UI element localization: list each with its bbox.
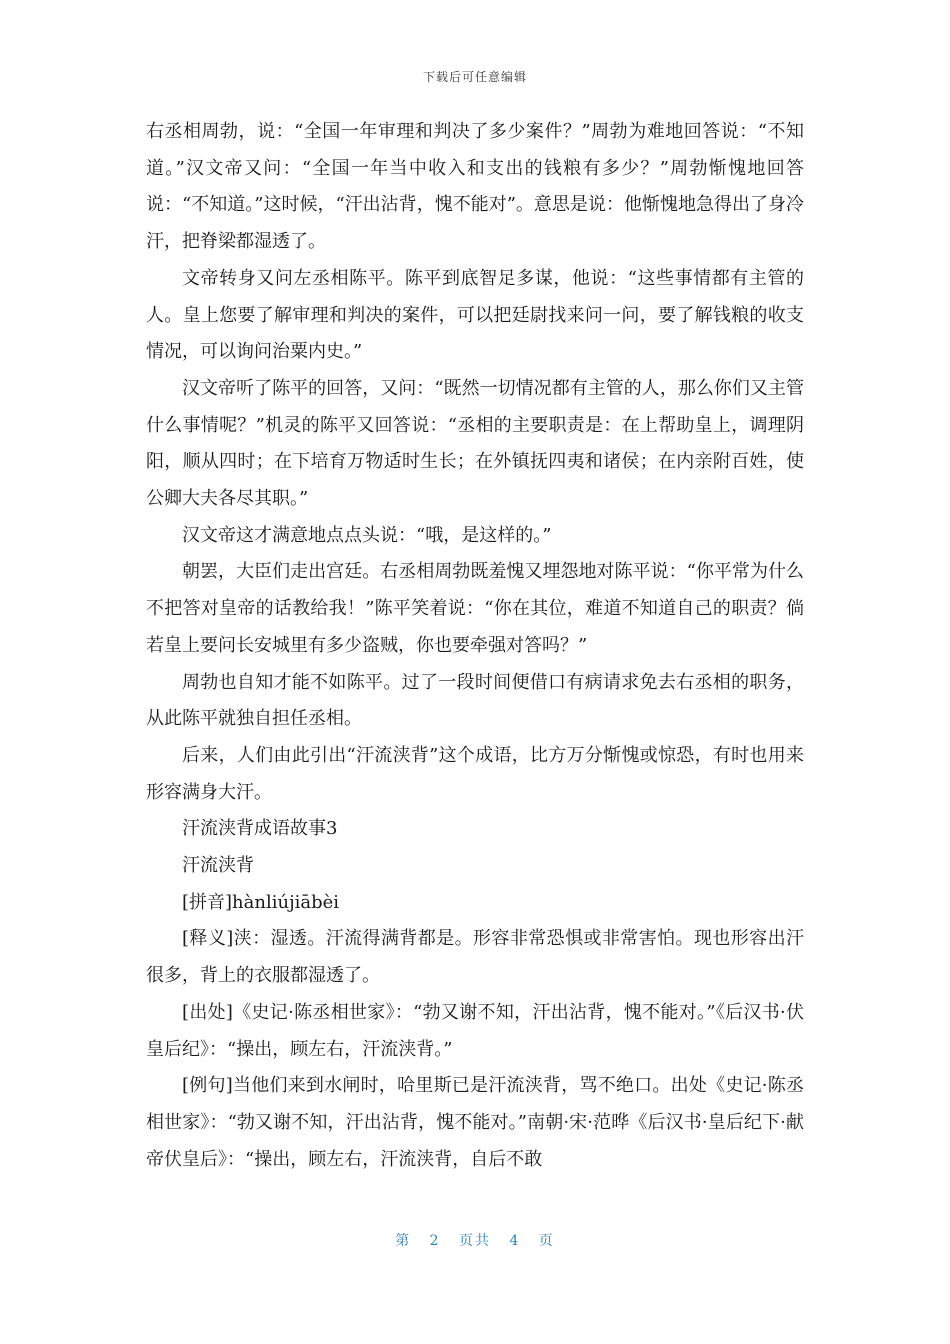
paragraph: 朝罢，大臣们走出宫廷。右丞相周勃既羞愧又埋怨地对陈平说：“你平常为什么不把答对皇帝的话教给我！”陈平笑着说：“你在其位，难道不知道自己的职责？倘若皇上要问长安城里有多少盗贼，你也要牵强对答吗？” [146,561,804,656]
definition-paragraph: [释义]浃：湿透。汗流得满背都是。形容非常恐惧或非常害怕。现也形容出汗很多，背上的衣服都湿透了。 [146,928,804,987]
page-footer: 第 2 页共 4 页 [395,1233,555,1249]
paragraph: 文帝转身又问左丞相陈平。陈平到底智足多谋，他说：“这些事情都有主管的人。皇上您要了解审理和判决的案件，可以把廷尉找来问一问，要了解钱粮的收支情况，可以询问治粟内史。” [146,267,804,363]
paragraph: 右丞相周勃，说：“全国一年审理和判决了多少案件？”周勃为难地回答说：“不知道。”汉文帝又问：“全国一年当中收入和支出的钱粮有多少？”周勃惭愧地回答说：“不知道。”这时候，“汗出沾背，愧不能对”。意思是说：他惭愧地急得出了身冷汗，把脊梁都湿透了。 [146,121,804,253]
paragraph: 周勃也自知才能不如陈平。过了一段时间便借口有病请求免去右丞相的职务，从此陈平就独自担任丞相。 [146,671,804,730]
section-heading: 汗流浃背成语故事3 [182,818,338,840]
example-paragraph: [例句]当他们来到水闸时，哈里斯已是汗流浃背，骂不绝口。出处《史记·陈丞相世家》：“勃又谢不知，汗出沾背，愧不能对。”南朝·宋·范晔《后汉书·皇后纪下·献帝伏皇后》：“操出，顾左右，汗流浃背，自后不敢 [146,1075,804,1170]
idiom-title: 汗流浃背 [182,855,254,877]
paragraph: 汉文帝这才满意地点点头说：“哦，是这样的。” [182,524,552,546]
source-paragraph: [出处]《史记·陈丞相世家》：“勃又谢不知，汗出沾背，愧不能对。”《后汉书·伏皇后纪》：“操出，顾左右，汗流浃背。” [146,1001,804,1060]
document-body [146,114,804,1178]
paragraph: 汉文帝听了陈平的回答，又问：“既然一切情况都有主管的人，那么你们又主管什么事情呢？”机灵的陈平又回答说：“丞相的主要职责是：在上帮助皇上，调理阴阳，顺从四时；在下培育万物适时生长；在外镇抚四夷和诸侯；在内亲附百姓，使公卿大夫各尽其职。” [146,377,804,510]
page-header: 下载后可任意编辑 [422,70,527,84]
pinyin-line: [拼音]hànliújiābèi [182,891,340,913]
paragraph: 后来，人们由此引出“汗流浃背”这个成语，比方万分惭愧或惊恐，有时也用来形容满身大汗。 [146,744,804,803]
